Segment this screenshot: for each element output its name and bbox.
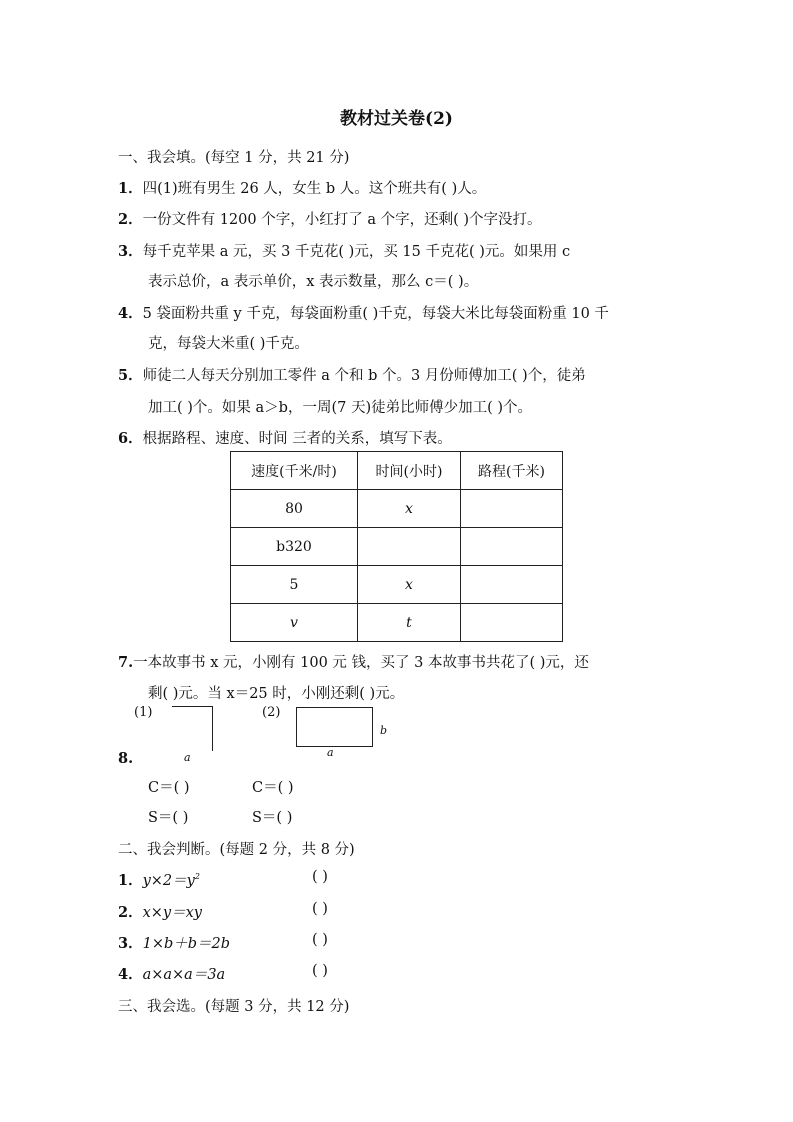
figure-2-side-a-label: a	[327, 746, 334, 759]
section1-heading: 一、我会填。(每空 1 分，共 21 分)	[118, 150, 350, 166]
figure-2-rectangle	[296, 707, 373, 747]
question-text: 四(1)班有男生 26 人，女生 b 人。这个班共有( )人。	[142, 181, 487, 197]
judge-item-3	[118, 932, 230, 953]
figure-1-area: S＝( )	[148, 810, 189, 826]
table-cell	[461, 566, 563, 604]
question-5	[118, 364, 586, 385]
question-number: 3．	[118, 243, 143, 260]
judge-item-2	[118, 901, 202, 922]
table-cell	[461, 490, 563, 528]
table-header-row	[231, 452, 563, 490]
question-text: 一本故事书 x 元，小刚有 100 元 钱，买了 3 本故事书共花了( )元，还	[133, 655, 589, 671]
table-header: 速度(千米/时)	[231, 452, 358, 490]
answer-paren: ( )	[312, 869, 328, 885]
table-cell: x	[358, 490, 461, 528]
question-text: 师徒二人每天分别加工零件 a 个和 b 个。3 月份师傅加工( )个，徒弟	[142, 368, 586, 384]
table-cell: t	[358, 604, 461, 642]
table-cell	[461, 528, 563, 566]
question-2	[118, 208, 542, 229]
table-cell	[461, 604, 563, 642]
question-7	[118, 651, 589, 672]
question-4	[118, 302, 609, 323]
question-number: 3．	[118, 935, 143, 952]
question-7-line2: 剩( )元。当 x＝25 时，小刚还剩( )元。	[148, 686, 405, 702]
judge-expression: x×y＝xy	[142, 905, 202, 921]
figure-1-perimeter: C＝( )	[148, 780, 190, 796]
question-number: 2．	[118, 904, 143, 921]
table-header: 路程(千米)	[461, 452, 563, 490]
table-cell: b320	[231, 528, 358, 566]
question-1	[118, 177, 486, 198]
page-title: 教材过关卷(2)	[340, 109, 453, 129]
question-3-line2: 表示总价，a 表示单价，x 表示数量，那么 c＝( )。	[148, 274, 479, 290]
figure-1-right-angle	[172, 706, 213, 751]
table-row	[231, 490, 563, 528]
superscript: 2	[194, 872, 200, 882]
question-number: 6．	[118, 430, 143, 447]
table-header: 时间(小时)	[358, 452, 461, 490]
question-number: 7.	[118, 654, 134, 671]
question-number: 4．	[118, 966, 143, 983]
answer-paren: ( )	[312, 963, 328, 979]
figure-2-side-b-label: b	[380, 724, 388, 737]
table-cell: v	[231, 604, 358, 642]
table-row	[231, 604, 563, 642]
question-number: 2．	[118, 211, 143, 228]
speed-time-distance-table	[230, 451, 563, 642]
figure-2-area: S＝( )	[252, 810, 293, 826]
question-8-number: 8.	[118, 750, 134, 767]
figure-1-label: (1)	[134, 705, 153, 720]
question-text: 5 袋面粉共重 y 千克，每袋面粉重( )千克，每袋大米比每袋面粉重 10 千	[142, 306, 609, 322]
table-cell	[358, 528, 461, 566]
table-cell: 80	[231, 490, 358, 528]
answer-paren: ( )	[312, 932, 328, 948]
figure-2-perimeter: C＝( )	[252, 780, 294, 796]
table-cell: x	[358, 566, 461, 604]
question-text: 每千克苹果 a 元，买 3 千克花( )元，买 15 千克花( )元。如果用 c	[142, 244, 571, 260]
question-number: 4．	[118, 305, 143, 322]
judge-expression: y×2＝y	[142, 873, 195, 889]
question-text: 根据路程、速度、时间 三者的关系，填写下表。	[142, 431, 452, 447]
section2-heading: 二、我会判断。(每题 2 分，共 8 分)	[118, 842, 355, 858]
table-row	[231, 528, 563, 566]
judge-expression: 1×b＋b＝2b	[142, 936, 231, 952]
figure-2-label: (2)	[262, 705, 281, 720]
question-6	[118, 427, 452, 448]
judge-expression: a×a×a＝3a	[142, 967, 226, 983]
section3-heading: 三、我会选。(每题 3 分，共 12 分)	[118, 999, 350, 1015]
question-number: 5．	[118, 367, 143, 384]
question-number: 1．	[118, 872, 143, 889]
question-3	[118, 240, 570, 261]
question-number: 1．	[118, 180, 143, 197]
question-text: 一份文件有 1200 个字，小红打了 a 个字，还剩( )个字没打。	[142, 212, 542, 228]
table-cell: 5	[231, 566, 358, 604]
judge-item-4	[118, 963, 225, 984]
answer-paren: ( )	[312, 901, 328, 917]
question-5-line2: 加工( )个。如果 a＞b，一周(7 天)徒弟比师傅少加工( )个。	[148, 400, 533, 416]
figure-1-side-label: a	[184, 751, 191, 764]
table-row	[231, 566, 563, 604]
judge-item-1	[118, 869, 200, 890]
question-4-line2: 克，每袋大米重( )千克。	[148, 336, 309, 352]
